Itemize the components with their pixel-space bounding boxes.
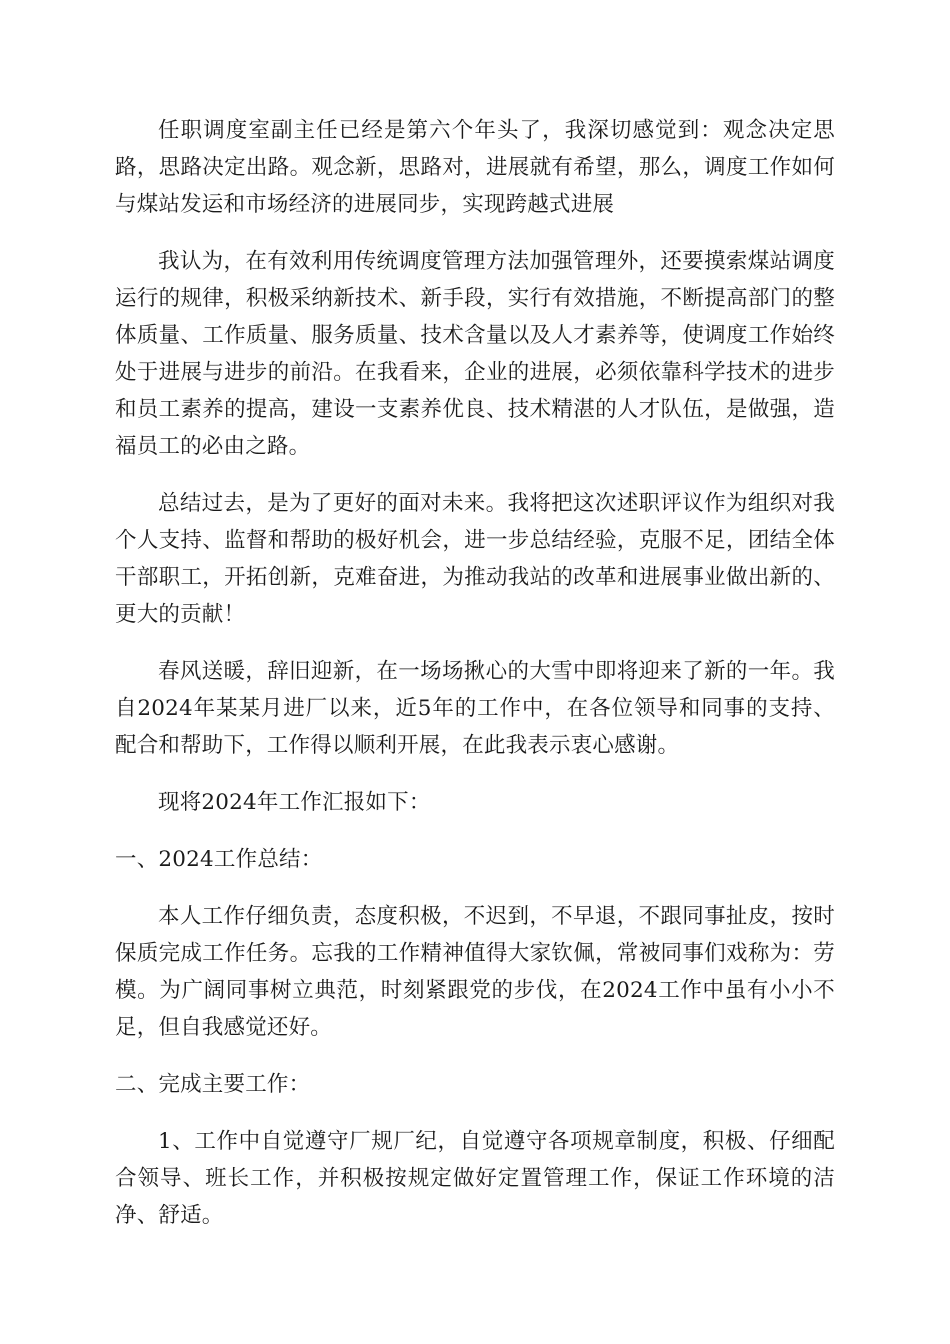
paragraph-6: 本人工作仔细负责，态度积极，不迟到，不早退，不跟同事扯皮，按时保质完成工作任务。忘我的工作精神值得大家钦佩，常被同事们戏称为：劳模。为广阔同事树立典范，时刻紧跟党的步伐，在2024工作中虽有小小不足，但自我感觉还好。 [115,904,835,1040]
paragraph-7: 1、工作中自觉遵守厂规厂纪，自觉遵守各项规章制度，积极、仔细配合领导、班长工作，并积极按规定做好定置管理工作，保证工作环境的洁净、舒适。 [115,1129,835,1228]
paragraph-3: 总结过去，是为了更好的面对未来。我将把这次述职评议作为组织对我个人支持、监督和帮助的极好机会，进一步总结经验，克服不足，团结全体干部职工，开拓创新，克难奋进，为推动我站的改革和进展事业做出新的、更大的贡献！ [115,491,835,627]
section-heading-2: 二、完成主要工作： [115,1072,311,1097]
document-body [115,112,835,1254]
section-heading-1: 一、2024工作总结： [115,847,323,872]
paragraph-5: 现将2024年工作汇报如下： [158,790,431,815]
paragraph-1: 任职调度室副主任已经是第六个年头了，我深切感觉到：观念决定思路，思路决定出路。观念新，思路对，进展就有希望，那么，调度工作如何与煤站发运和市场经济的进展同步，实现跨越式进展 [115,118,835,217]
paragraph-4: 春风送暖，辞旧迎新，在一场场揪心的大雪中即将迎来了新的一年。我自2024年某某月进厂以来，近5年的工作中，在各位领导和同事的支持、配合和帮助下，工作得以顺利开展，在此我表示衷心感谢。 [115,659,835,758]
paragraph-2: 我认为，在有效利用传统调度管理方法加强管理外，还要摸索煤站调度运行的规律，积极采纳新技术、新手段，实行有效措施，不断提高部门的整体质量、工作质量、服务质量、技术含量以及人才素养等，使调度工作始终处于进展与进步的前沿。在我看来，企业的进展，必须依靠科学技术的进步和员工素养的提高，建设一支素养优良、技术精湛的人才队伍，是做强，造福员工的必由之路。 [115,249,835,459]
